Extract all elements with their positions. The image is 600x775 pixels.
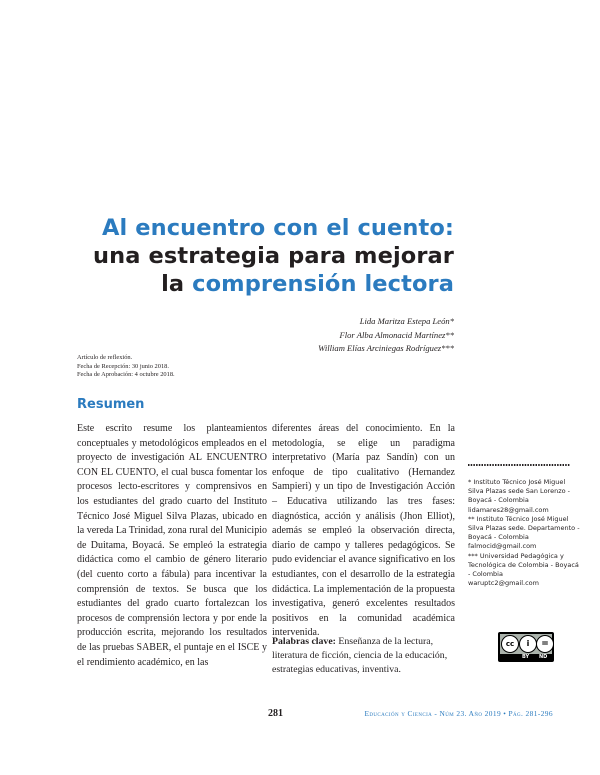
author-3: William Elías Arciniegas Rodríguez***: [318, 343, 454, 353]
author-1: Lida Maritza Estepa León*: [359, 316, 454, 326]
affiliation-2: ** Instituto Técnico José Miguel Silva Plazas sede. Departamento - Boyacá - Colombia: [468, 514, 580, 542]
abstract-column-1: Este escrito resume los planteamientos conceptuales y metodológicos empleados en el proyecto de investigación AL ENCUENTRO CON EL CUENTO, el cual busca fomentar los procesos lecto-escritores y comprensivos en los estudiantes del grado cuarto del Instituto Técnico José Miguel Silva Plazas, ubicado en la vereda La Trinidad, zona rural del Municipio de Duitama, Boyacá. Se empleó la estrategia didáctica como el cambio de género literario (del cuento corto a fábula) para incentivar la comprensión de textos. Se busca que los estudiantes del grado cuarto fortalezcan los procesos de comprensión lectora y por ende la producción escrita, mejorando los resultados de las pruebas SABER, el puntaje en el ISCE y el rendimiento académico, en las: [77, 423, 267, 668]
reception-date: Fecha de Recepción: 30 junio 2018.: [77, 362, 169, 370]
no-derivatives-icon: =: [536, 635, 554, 653]
affiliation-1-email[interactable]: lidamares28@gmail.com: [468, 505, 549, 514]
affiliations: [468, 478, 580, 588]
page-number: 281: [268, 708, 283, 719]
keywords-text: Enseñanza de la lectura, literatura de ficción, ciencia de la educación, estrategias educativas, inventiva.: [272, 636, 448, 675]
cc-by-label: BY: [522, 654, 530, 660]
approval-date: Fecha de Aprobación: 4 octubre 2018.: [77, 371, 175, 379]
cc-nd-label: ND: [539, 654, 548, 660]
affiliation-2-email[interactable]: falmocid@gmail.com: [468, 542, 537, 551]
affiliation-1: * Instituto Técnico José Miguel Silva Plazas sede San Lorenzo - Boyacá - Colombia: [468, 478, 570, 505]
author-list: [318, 315, 454, 356]
title-line-1: Al encuentro con el cuento:: [101, 215, 454, 241]
author-2: Flor Alba Almonacid Martínez**: [339, 329, 454, 340]
title-line-3-prefix: la: [161, 271, 185, 297]
affiliation-3: *** Universidad Pedagógica y Tecnológica de Colombia - Boyacá - Colombia: [468, 551, 579, 579]
attribution-icon: i: [519, 635, 537, 653]
article-type: Artículo de reflexión.: [77, 354, 133, 361]
keywords: [272, 635, 460, 677]
article-info: [77, 354, 175, 380]
cc-icon: cc: [501, 635, 519, 653]
title-line-3-highlight: comprensión lectora: [192, 271, 454, 297]
keywords-label: Palabras clave:: [272, 636, 336, 647]
cc-license-badge[interactable]: [498, 632, 554, 662]
section-heading-resumen: Resumen: [77, 397, 145, 412]
journal-footer: Educación y Ciencia - Núm 23. Año 2019 • Pág. 281-296: [364, 709, 553, 718]
title-line-3: [161, 271, 454, 297]
abstract-column-2: diferentes áreas del conocimiento. En la metodología, se elige un paradigma interpretativo (María paz Sandín) con un enfoque de tipo cualitativo (Hernandez Sampieri) y un tipo de Investigación Acción – Educativa utilizando las tres fases: diagnóstica, acción y análisis (Jhon Elliot), además se empleó la observación directa, diario de campo y talleres pedagógicos. Se pudo evidenciar el avance significativo en los estudiantes, con el desarrollo de la estrategia didáctica. La implementación de la propuesta investigativa, generó excelentes resultados positivos en la comunidad académica intervenida.: [272, 423, 455, 639]
dotted-separator: [468, 462, 570, 468]
affiliation-3-email[interactable]: waruptc2@gmail.com: [468, 579, 539, 588]
title-line-2: una estrategia para mejorar: [93, 243, 454, 269]
